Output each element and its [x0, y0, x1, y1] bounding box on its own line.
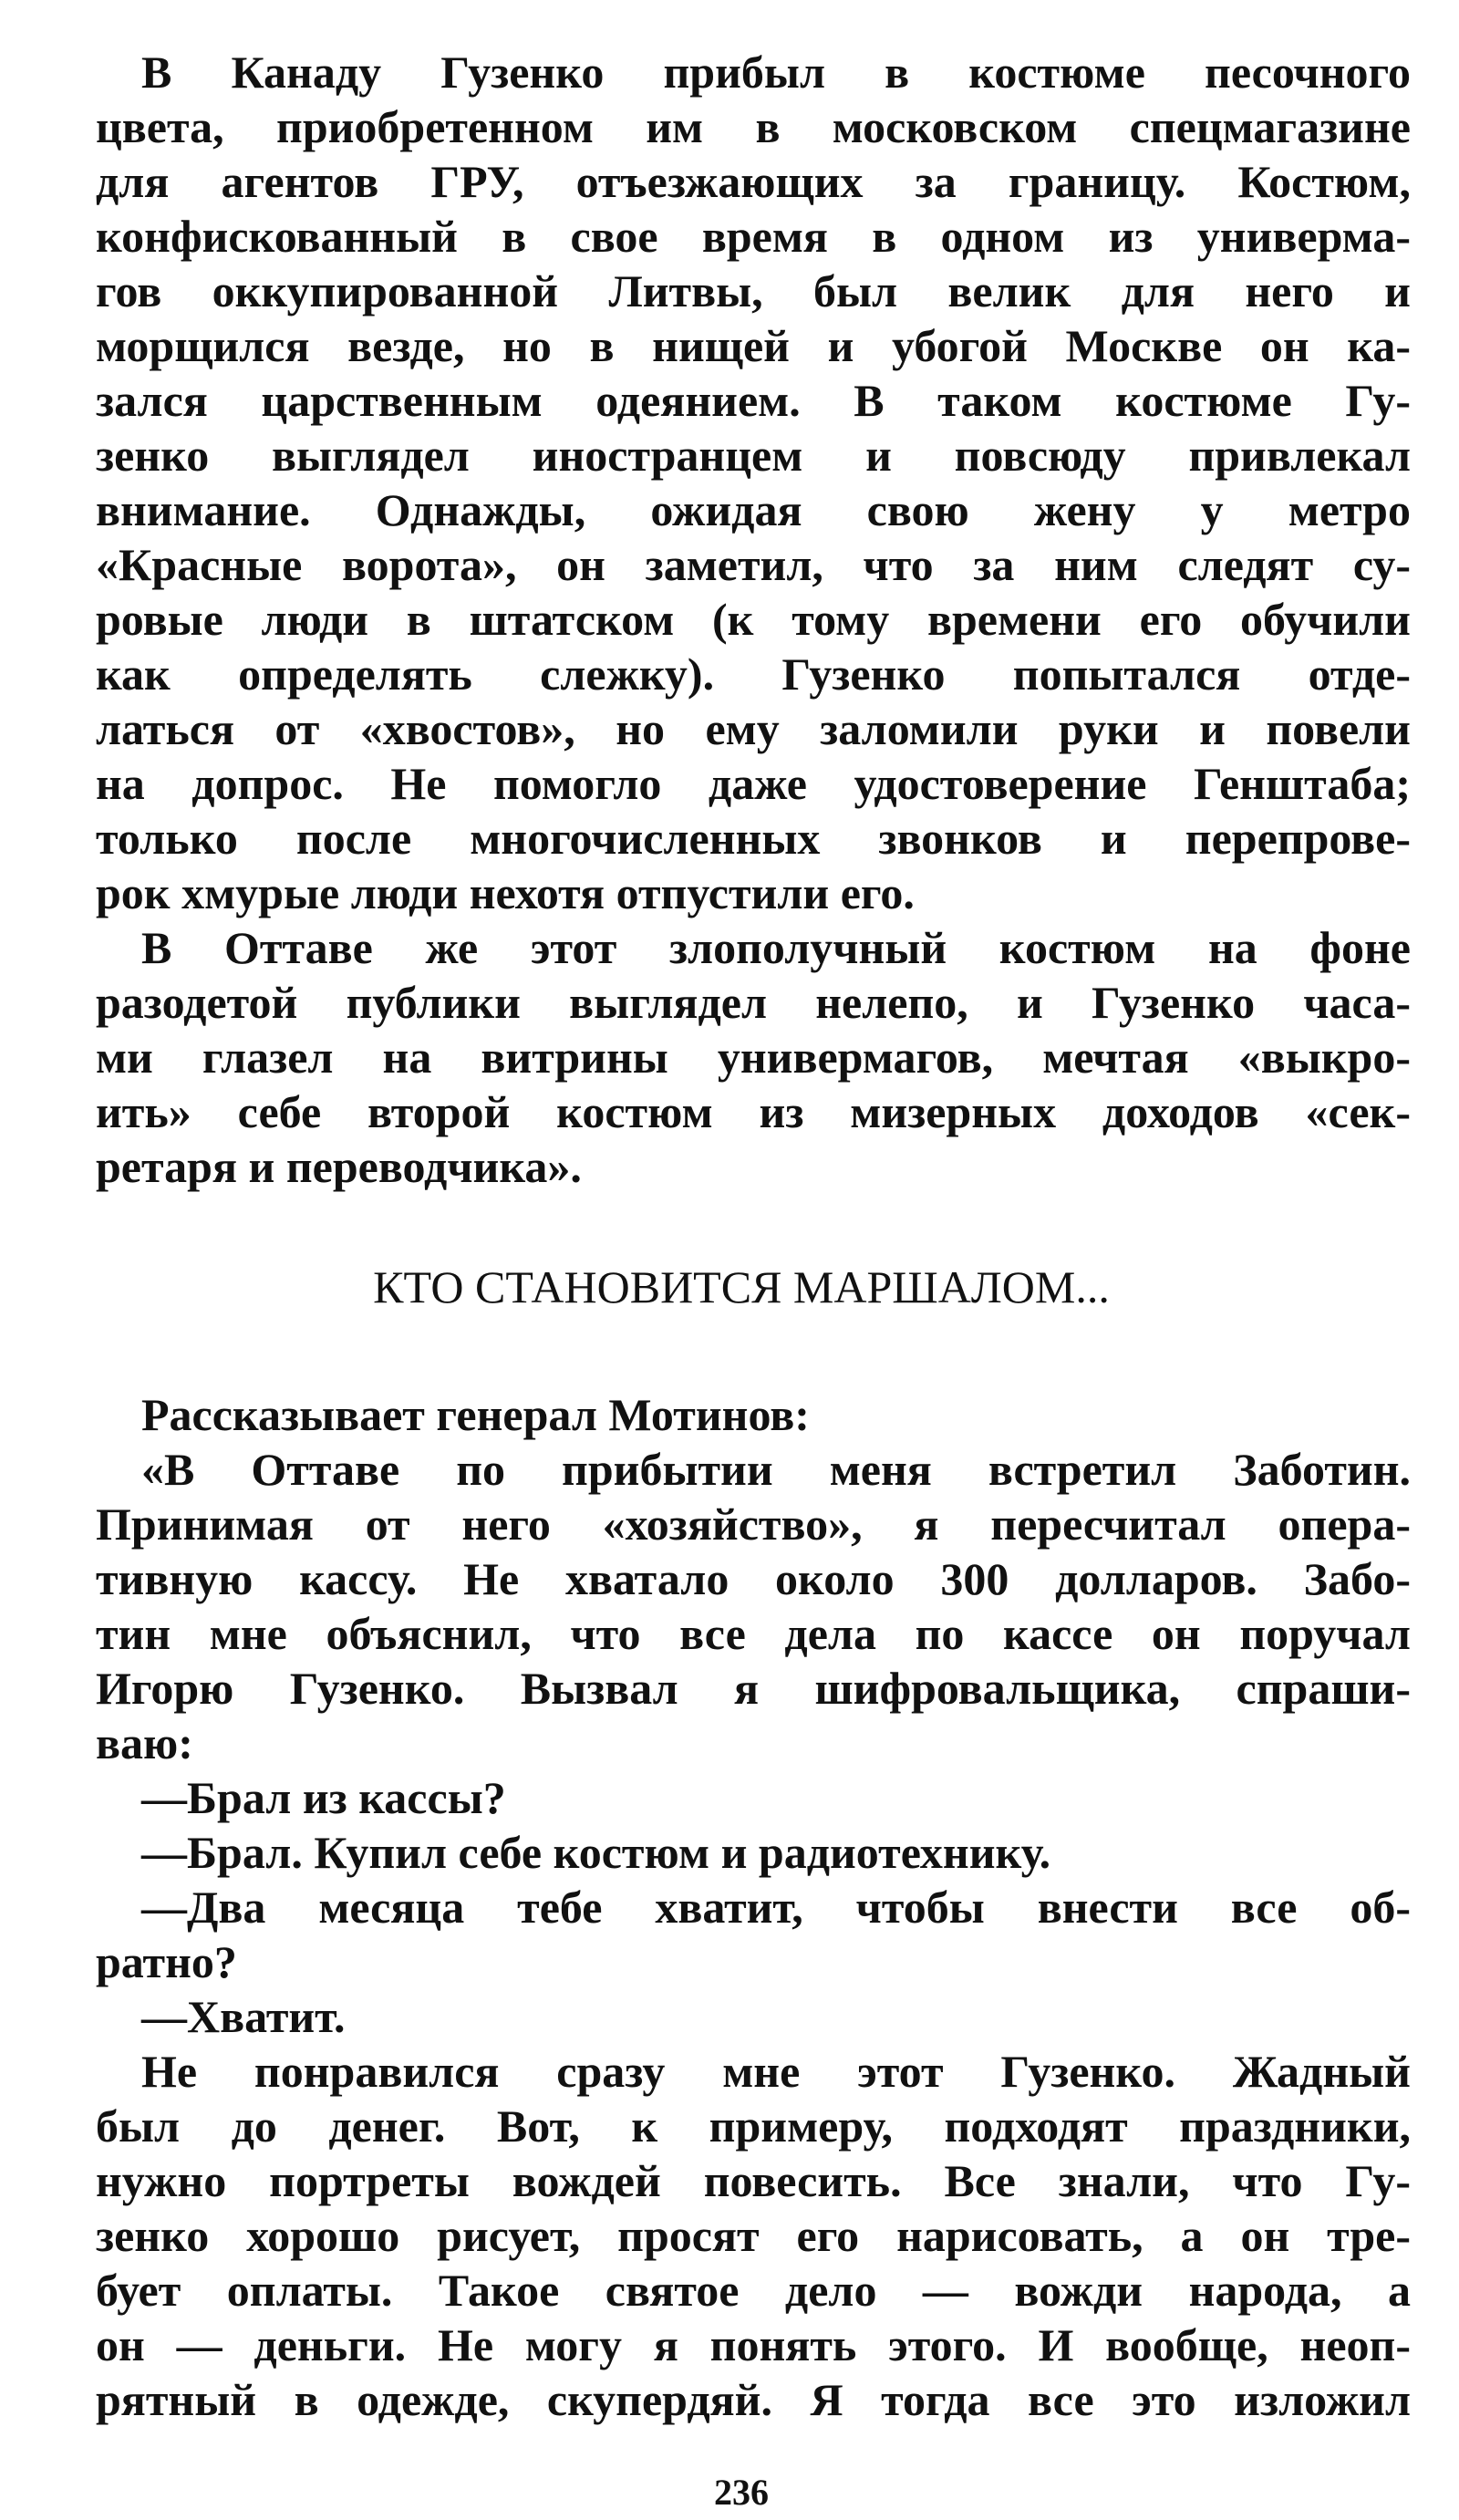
dialogue-line: —Брал из кассы? — [141, 1772, 506, 1823]
section-heading: КТО СТАНОВИТСЯ МАРШАЛОМ... — [373, 1261, 1110, 1312]
text-line: внимание. Однажды, ожидая свою жену у метро — [96, 484, 1411, 535]
dialogue-line: —Два месяца тебе хватит, чтобы внести все об- — [141, 1882, 1411, 1933]
text-line: В Оттаве же этот злополучный костюм на фоне — [141, 922, 1411, 973]
text-line: «Красные ворота», он заметил, что за ним следят су- — [96, 539, 1411, 590]
text-line: бует оплаты. Такое святое дело — вожди народа, а — [96, 2265, 1411, 2316]
text-line: Не понравился сразу мне этот Гузенко. Жадный — [141, 2046, 1411, 2097]
text-line: как определять слежку). Гузенко попытался отде- — [96, 648, 1411, 700]
dialogue-line: —Брал. Купил себе костюм и радиотехнику. — [141, 1827, 1051, 1878]
text-line: зенко хорошо рисует, просят его нарисовать, а он тре- — [96, 2210, 1411, 2261]
text-block-before-heading — [96, 45, 1411, 1194]
text-line: рок хмурые люди нехотя отпустили его. — [96, 867, 915, 918]
text-line: для агентов ГРУ, отъезжающих за границу. Костюм, — [96, 156, 1411, 207]
text-line: на допрос. Не помогло даже удостоверение Генштаба; — [96, 758, 1411, 809]
text-line: Игорю Гузенко. Вызвал я шифровальщика, спраши- — [96, 1663, 1411, 1714]
text-line: латься от «хвостов», но ему заломили руки и повели — [96, 703, 1411, 754]
text-line: рятный в одежде, скупердяй. Я тогда все это изложил — [96, 2374, 1411, 2425]
text-line: В Канаду Гузенко прибыл в костюме песочного — [141, 47, 1411, 98]
text-line: тин мне объяснил, что все дела по кассе он поручал — [96, 1608, 1411, 1659]
text-line: он — деньги. Не могу я понять этого. И вообще, неоп- — [96, 2319, 1411, 2370]
text-line: ратно? — [96, 1936, 237, 1987]
text-line: морщился везде, но в нищей и убогой Москве он ка- — [96, 320, 1411, 371]
text-line: зенко выглядел иностранцем и повсюду привлекал — [96, 430, 1411, 481]
page-number: 236 — [714, 2472, 769, 2513]
text-line: цвета, приобретенном им в московском спецмагазине — [96, 101, 1411, 152]
text-line: ваю: — [96, 1717, 193, 1768]
text-line: гов оккупированной Литвы, был велик для него и — [96, 265, 1411, 316]
text-line: Рассказывает генерал Мотинов: — [141, 1389, 810, 1440]
dialogue-line: —Хватит. — [141, 1991, 346, 2042]
text-line: зался царственным одеянием. В таком костюме Гу- — [96, 375, 1411, 426]
text-line: только после многочисленных звонков и перепрове- — [96, 813, 1411, 864]
text-line: тивную кассу. Не хватало около 300 долларов. Забо- — [96, 1553, 1411, 1604]
text-line: разодетой публики выглядел нелепо, и Гузенко часа- — [96, 977, 1411, 1028]
text-line: «В Оттаве по прибытии меня встретил Заботин. — [141, 1444, 1411, 1495]
text-line: ровые люди в штатском (к тому времени его обучили — [96, 594, 1411, 645]
text-block-after-heading — [96, 1387, 1411, 2427]
text-line: был до денег. Вот, к примеру, подходят праздники, — [96, 2100, 1411, 2152]
text-line: Принимая от него «хозяйство», я пересчитал опера- — [96, 1499, 1411, 1550]
text-line: конфискованный в свое время в одном из универма- — [96, 211, 1411, 262]
text-line: ить» себе второй костюм из мизерных доходов «сек- — [96, 1086, 1411, 1137]
text-line: нужно портреты вождей повесить. Все знали, что Гу- — [96, 2155, 1411, 2206]
text-line: ми глазел на витрины универмагов, мечтая «выкро- — [96, 1032, 1411, 1083]
text-line: ретаря и переводчика». — [96, 1141, 582, 1192]
